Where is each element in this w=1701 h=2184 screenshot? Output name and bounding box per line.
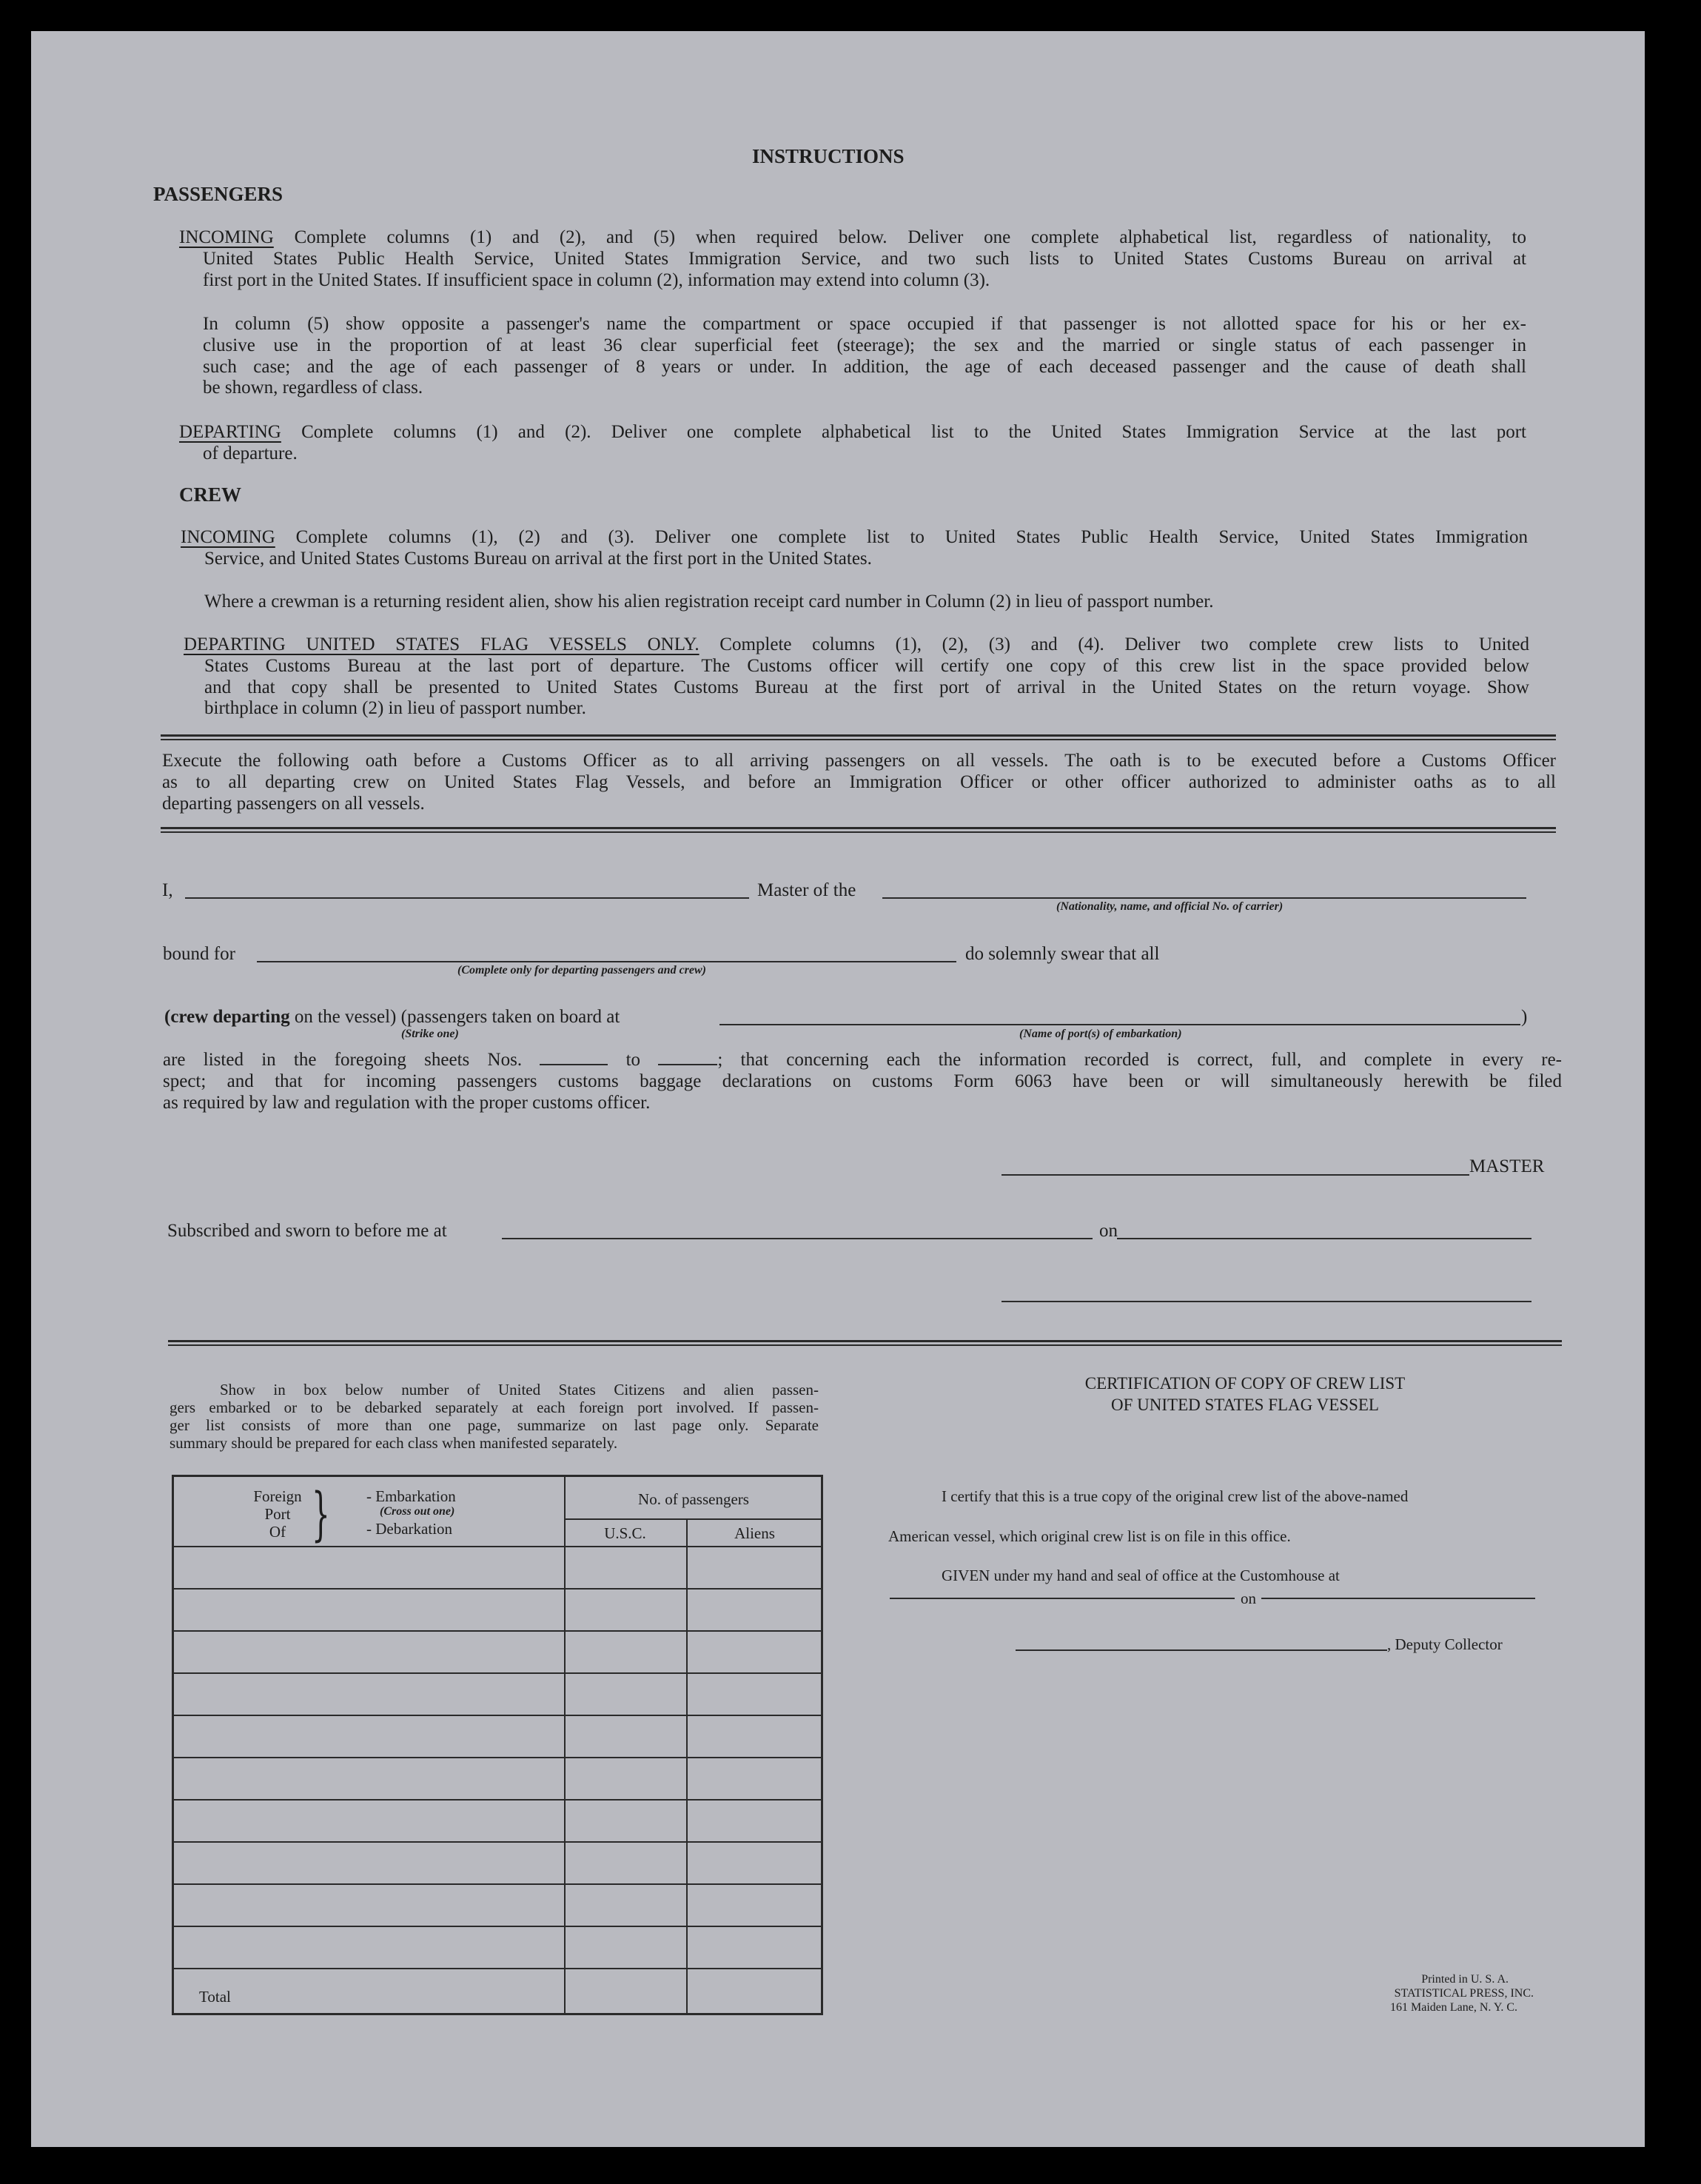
sheet-to-line[interactable] [658,1064,717,1065]
usc-column-header: U.S.C. [604,1524,646,1542]
crew-departing-text: (crew departing on the vessel) (passengers taken on board at [164,1007,620,1027]
certify-text-line1: I certify that this is a true copy of the original crew list of the above-named [942,1487,1409,1505]
sworn-on-label: on [1099,1221,1118,1241]
divider-rule [161,827,1556,833]
carrier-line[interactable] [882,897,1526,899]
divider-rule [168,1340,1562,1346]
subscribed-sworn-label: Subscribed and sworn to before me at [167,1221,447,1241]
crew-heading: CREW [179,483,242,506]
master-of-the-label: Master of the [757,880,856,900]
table-row [174,1546,821,1547]
table-row [174,1799,821,1801]
passenger-summary-table [172,1475,823,2015]
table-row [174,1588,821,1590]
table-row [174,1841,821,1843]
table-divider [564,1477,566,2013]
table-row [174,1757,821,1758]
customhouse-location-line[interactable] [890,1598,1235,1599]
sworn-date-line[interactable] [1117,1238,1531,1239]
certify-text-line2: American vessel, which original crew list is on file in this office. [888,1527,1291,1545]
sheet-from-line[interactable] [540,1064,608,1065]
bound-for-line[interactable] [257,961,956,962]
no-of-passengers-label: No. of passengers [638,1490,749,1508]
master-name-line[interactable] [185,897,749,899]
aliens-column-header: Aliens [734,1524,775,1542]
passengers-heading: PASSENGERS [153,183,284,205]
passengers-departing-block: DEPARTING Complete columns (1) and (2). Deliver one complete alphabetical list to the United States Immigration Service at the last port of departure. [179,422,1527,463]
passengers-incoming-block: INCOMING Complete columns (1) and (2), and (5) when required below. Deliver one complete alphabetical list, regardless of nationality, to United States Public Health Service, United States Immigration Service, and two such lists to United States Customs Bureau on arrival at first port in the United States. If insufficient space in column (2), information may extend into column (3). [179,227,1526,290]
column-five-paragraph: In column (5) show opposite a passenger's name the compartment or space occupied if that passenger is not allotted space for his or her ex- clusive use in the proportion of at least 36 clear superficial feet (steerage); the sex and the married or single status of each passenger in such case; and the age of each passenger of 8 years or under. In addition, the age of each deceased passenger and the cause of death shall be shown, regardless of class. [203,314,1526,398]
embarkation-caption: (Name of port(s) of embarkation) [1019,1028,1182,1040]
table-row [174,1715,821,1716]
total-label: Total [199,1988,231,2006]
crew-incoming-label: INCOMING [181,527,275,547]
brace-glyph: } [312,1481,330,1548]
oath-i-label: I, [162,880,173,900]
table-row [174,1630,821,1632]
instructions-heading: INSTRUCTIONS [752,145,905,167]
cross-out-one-label: (Cross out one) [380,1505,455,1518]
table-row [174,1883,821,1885]
solemnly-swear-text: do solemnly swear that all [965,944,1160,964]
table-divider [564,1518,821,1520]
table-divider [686,1518,688,2013]
carrier-caption: (Nationality, name, and official No. of carrier) [1056,900,1284,913]
departing-us-flag-block: DEPARTING UNITED STATES FLAG VESSELS ONLY. Complete columns (1), (2), (3) and (4). Deliver two complete crew lists to United States Customs Bureau at the last port of departure. The Customs officer will certify one copy of this crew list in the space provided below and that copy shall be presented to United States Customs Bureau at the first port of arrival in the United States on the return voyage. Show birthplace in column (2) in lieu of passport number. [184,634,1529,719]
master-label: MASTER [1469,1156,1545,1176]
strike-one-caption: (Strike one) [401,1028,459,1040]
table-row [174,1672,821,1674]
embarkation-label: - Embarkation [366,1487,456,1505]
summary-instruction: Show in box below number of United States Citizens and alien passen- gers embarked or to be debarked separately at each foreign port involved. If passen- ger list consists of more than one page, summarize on last page only. Separate summary should be prepared for each class when manifested separately. [170,1381,819,1453]
oath-sheets-paragraph: are listed in the foregoing sheets Nos. to ; that concerning each the information recorded is correct, full, and complete in every re- spect; and that for incoming passengers customs baggage declarations on customs Form 6063 have been or will simultaneously herewith be filed as required by law and regulation with the proper customs officer. [163,1050,1563,1113]
embarkation-ports-line[interactable] [719,1024,1520,1025]
cert-date-line[interactable] [1261,1598,1535,1599]
table-row [174,1926,821,1927]
certification-heading: CERTIFICATION OF COPY OF CREW LIST OF UNITED STATES FLAG VESSEL [1084,1374,1406,1414]
officer-signature-line[interactable] [1002,1301,1531,1302]
bound-for-caption: (Complete only for departing passengers and crew) [457,964,706,977]
bound-for-label: bound for [163,944,235,964]
divider-rule [161,734,1556,740]
passengers-departing-label: DEPARTING [179,422,281,442]
departing-us-flag-label: DEPARTING UNITED STATES FLAG VESSELS ONLY. [184,634,699,654]
printer-imprint: Printed in U. S. A. STATISTICAL PRESS, INC. 161 Maiden Lane, N. Y. C. [1390,1973,1534,2014]
given-under-hand-text: GIVEN under my hand and seal of office at the Customhouse at [942,1567,1340,1584]
cert-on-label: on [1241,1590,1256,1607]
table-row [174,1968,821,1969]
deputy-collector-label: , Deputy Collector [1387,1635,1503,1653]
form-sheet [31,31,1645,2147]
closing-paren: ) [1521,1007,1528,1027]
sworn-at-line[interactable] [502,1238,1093,1239]
crewman-returning-resident-text: Where a crewman is a returning resident alien, show his alien registration receipt card number in Column (2) in lieu of passport number. [204,592,1214,612]
passengers-incoming-label: INCOMING [179,227,274,247]
oath-preface: Execute the following oath before a Customs Officer as to all arriving passengers on all vessels. The oath is to be executed before a Customs Officer as to all departing crew on United States Flag Vessels, and before an Immigration Officer or other officer authorized to administer oaths as to all departing passengers on all vessels. [162,751,1556,814]
master-signature-line[interactable] [1002,1174,1469,1176]
foreign-port-of-label: Foreign Port Of [253,1487,302,1541]
debarkation-label: - Debarkation [366,1520,453,1538]
deputy-collector-signature-line[interactable] [1016,1649,1387,1651]
crew-incoming-block: INCOMING Complete columns (1), (2) and (3). Deliver one complete list to United States Public Health Service, United States Immigration Service, and United States Customs Bureau on arrival at the first port in the United States. [181,527,1528,569]
